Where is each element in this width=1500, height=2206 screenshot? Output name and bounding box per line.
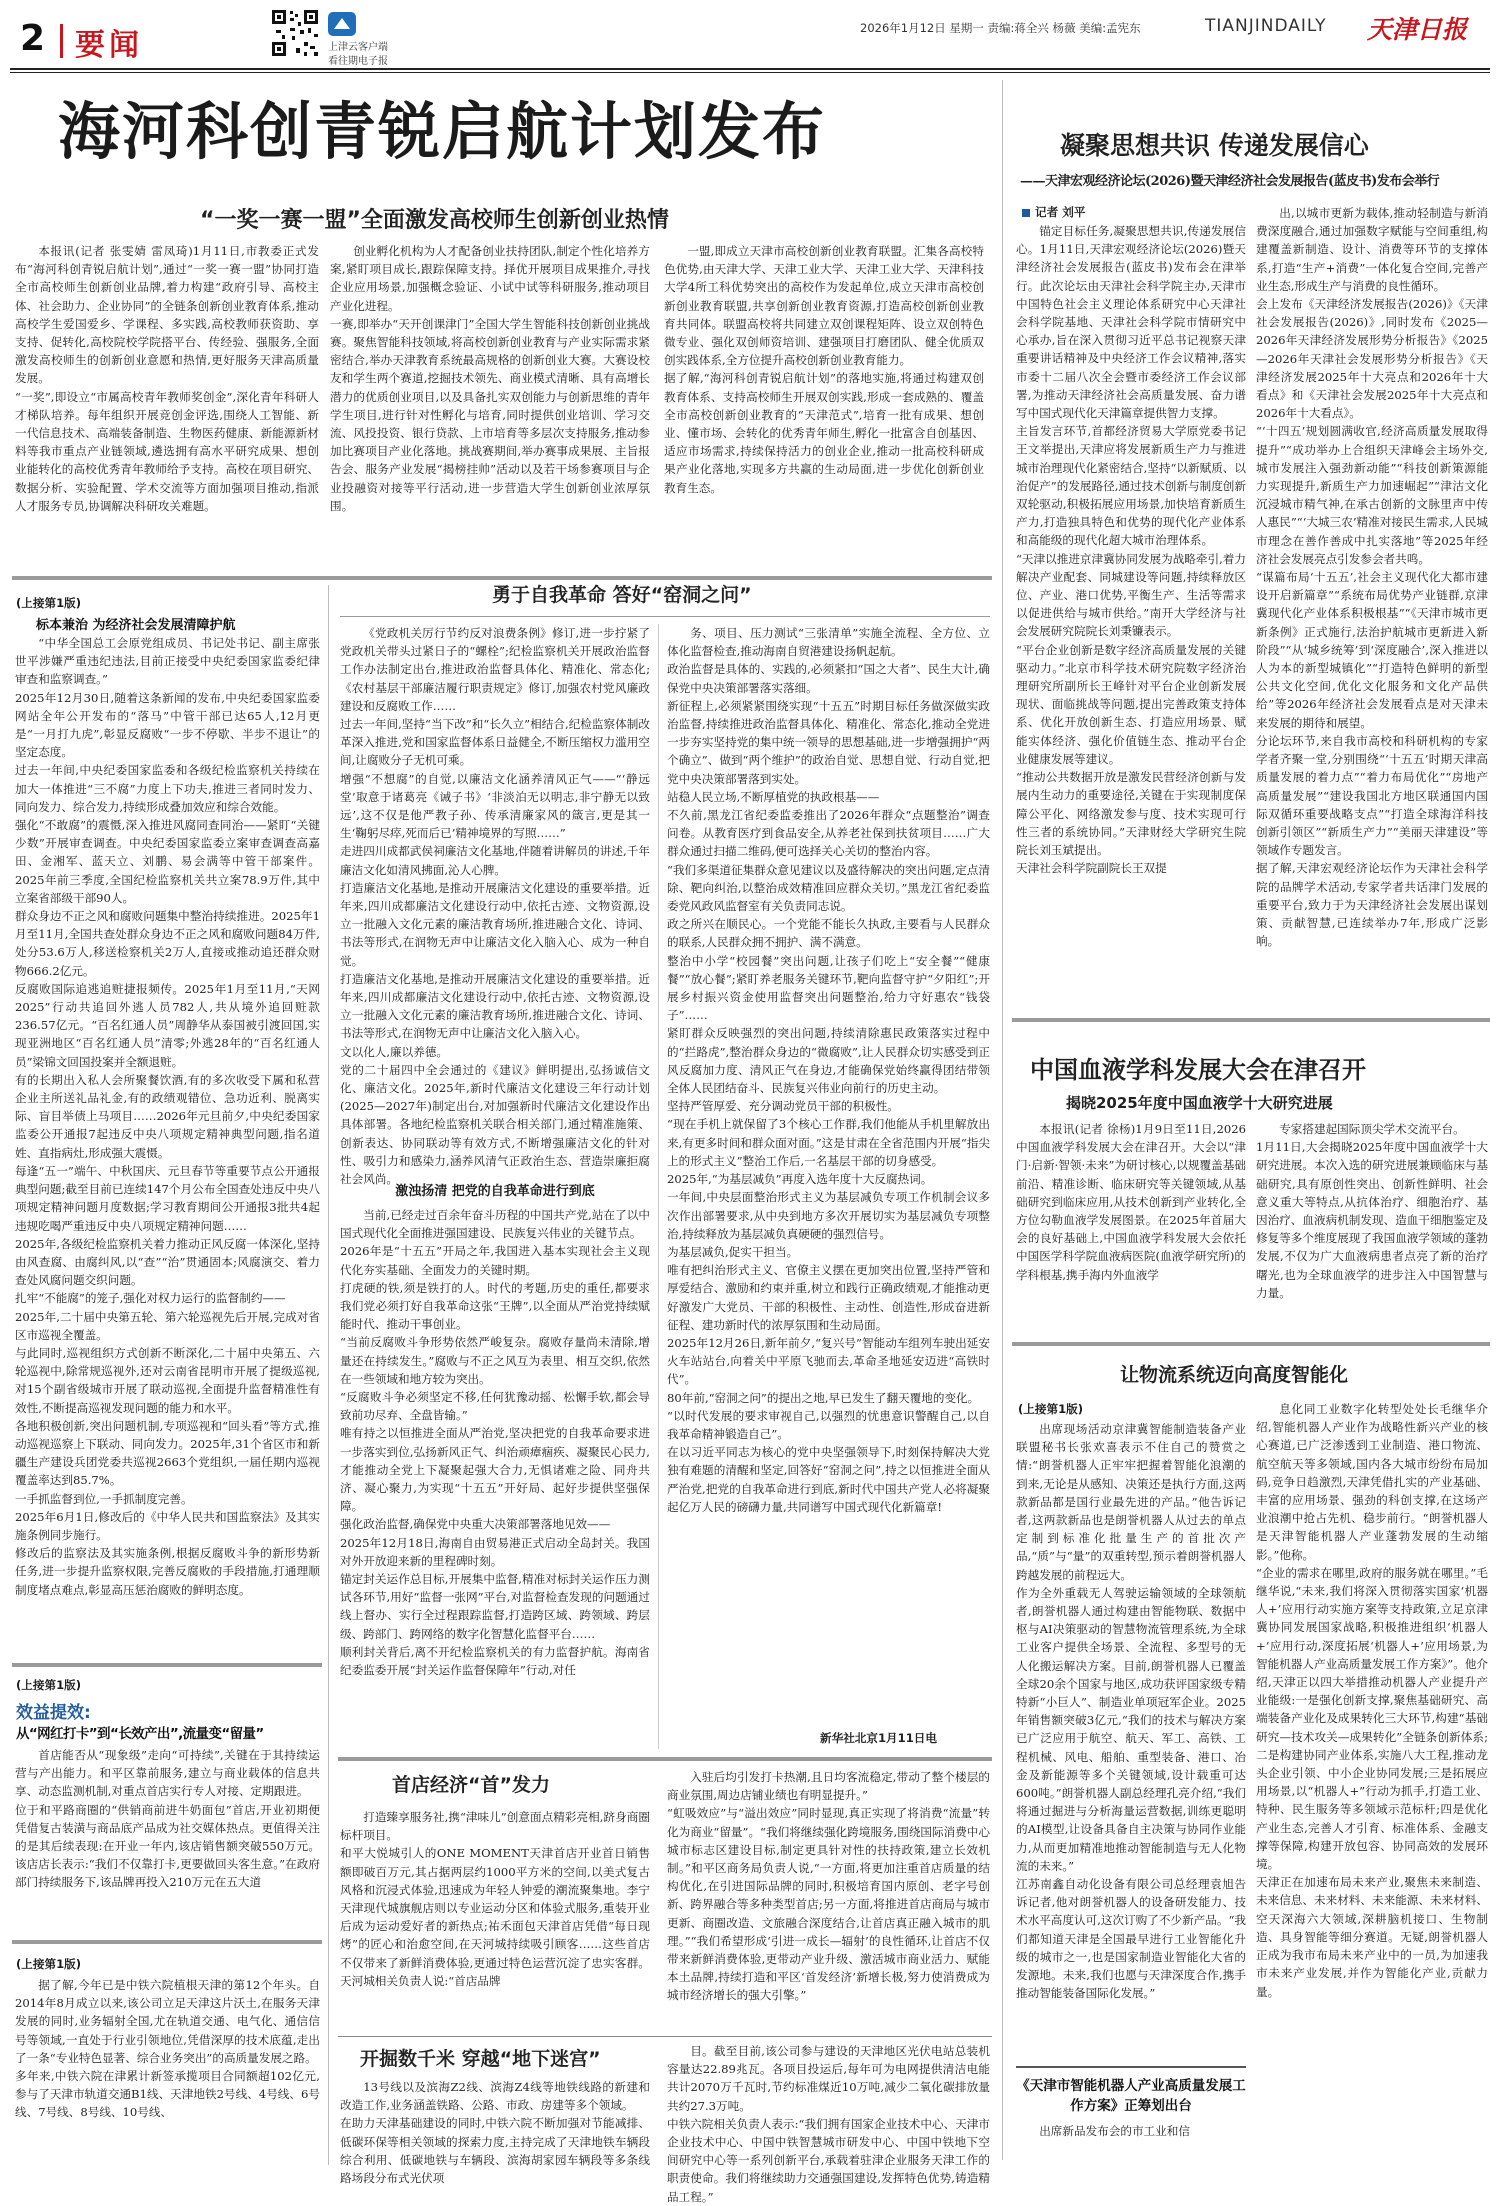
mid-article-subhead: 激浊扬清 把党的自我革命进行到底 (395, 1184, 595, 1199)
right-mid-col2: 专家搭建起国际顶尖学术交流平台。 1月11日,大会揭晓2025年度中国血液学十大研究进展。本次入选的研究进展兼顾临床与基础研究,具有原创性突出、创新性鲜明、社会意义重大等特点,从抗体治疗、细胞治疗、基因治疗、血液病机制发现、造血干细胞鉴定及修复等多个维度展现了我国血液学领域的蓬勃发展,不仅为广大血液病患者点亮了新的治疗曙光,也为全球血液学的进步注入中国智慧与力量。 (1256, 1122, 1488, 1300)
right-top-col1: 锚定目标任务,凝聚思想共识,传递发展信心。1月11日,天津宏观经济论坛(2026)暨天津经济社会发展报告(蓝皮书)发布会在津举行。此次论坛由天津社会科学院主办,天津市中国特色社会主义理论体系研究中心天津社会科学院基地、天津社会科学院市情研究中心承办,旨在深入贯彻习近平总书记视察天津重要讲话精神及中央经济工作会议精神,落实市委十二届八次全会暨市委经济工作会议部署,为推动天津经济社会高质量发展、奋力谱写中国式现代化天津篇章提供智力支撑。 主旨发言环节,首都经济贸易大学原党委书记王文举提出,天津应将发展新质生产力与推进城市治理现代化紧密结合,坚持“以新赋质、以治促产”的发展路径,通过技术创新与制度创新双轮驱动,积极拓展应用场景,加快培育新质生产力,打造独具特色和优势的现代化产业体系和高能级的现代化超大城市治理体系。 “天津以推进京津冀协同发展为战略牵引,着力解决产业配套、同城建设等问题,持续释放区位、产业、港口优势,平衡生产、生活等需求以促进供给与城市供给。”南开大学经济与社会发展研究院院长刘秉镰表示。 “平台企业创新是数字经济高质量发展的关键驱动力。”北京市科学技术研究院数字经济治理研究所副所长王峰针对平台企业创新发展现状、面临挑战等问题,提出完善政策支持体系、优化开放创新生态、打造应用场景、赋能实体经济、强化价值链生态、推动平台企业健康发展等建议。 “推动公共数据开放是激发民营经济创新与发展内生动力的重要途径,关键在于实现制度保障公平化、网络激发参与度、技术实现可行性三者的系统协同。”天津财经大学研究生院院长刘玉斌提出。 天津社会科学院副院长王双提 (1016, 224, 1246, 876)
mid-article-byline: 新华社北京1月11日电 (820, 1731, 937, 1745)
right-bottom-tag: (上接第1版) (1018, 1402, 1084, 1416)
right-top-subtitle: ——天津宏观经济论坛(2026)暨天津经济社会发展报告(蓝皮书)发布会举行 (1020, 174, 1440, 189)
lead-article-col2: 创业孵化机构为人才配备创业扶持团队,制定个性化培养方案,紧盯项目成长,跟踪保障支持。择优开展项目成果推介,寻找企业应用场景,加强概念验证、小试中试等科研服务,推动项目产业化进程。 一赛,即举办“天开创课津门”全国大学生智能科技创新创业挑战赛。聚焦智能科技领域,将高校创新创业教育与产业实际需求紧密结合,举办天津教育系统最高规格的创新创业大赛。大赛设校友和学生两个赛道,挖掘技术领先、商业模式清晰、具有高增长潜力的优质创业项目,以及具备扎实双创能力与创新思维的青年学生项目,进行针对性孵化与培育,同时提供创业培训、学习交流、风投投资、银行贷款、上市培育等多层次支持服务,推动参加比赛项目产业化落地。挑战赛期间,举办赛事成果展、主旨报告会、服务产业发展“揭榜挂帅”活动以及若干场参赛项目与企业投融资对接等平行活动,进一步营造大学生创新创业浓厚氛围。 (330, 244, 650, 513)
mid-title-rule (340, 616, 990, 617)
right-top-col2: 出,以城市更新为载体,推动轻制造与新消费深度融合,通过加强数字赋能与空间重组,构建覆盖新制造、设计、消费等环节的支撑体系,打造“生产+消费”一体化复合空间,完善产业生态,形成生产与消费的良性循环。 会上发布《天津经济发展报告(2026)》《天津社会发展报告(2026)》,同时发布《2025—2026年天津经济发展形势分析报告》《2025—2026年天津社会发展形势分析报告》《天津经济发展2025年十大亮点和2026年十大看点》和《天津社会发展2025年十大亮点和2026年十大看点》。 “‘十四五’规划圆满收官,经济高质量发展取得提升”“成功举办上合组织天津峰会主场外交,城市发展注入强劲新动能”“科技创新策源能力实现提升,新质生产力加速崛起”“津沽文化沉浸城市精气神,在承古创新的文脉里声中传人惠民”“‘大城三农’精准对接民生需求,人民城市理念在善作善成中扎实落地”等2025年经济社会发展亮点引发参会者共鸣。 “谋篇布局‘十五五’,社会主义现代化大都市建设开启新篇章”“系统布局优势产业链群,京津冀现代化产业体系积极根基”“《天津市城市更新条例》正式施行,法治护航城市更新进入新阶段”“从‘城乡统筹’到‘深度融合’,深入推进以人为本的新型城镇化”“打造特色鲜明的新型公共文化空间,优化文化服务和文化产品供给”等2026年经济社会发展看点是对天津未来发展的期待和展望。 分论坛环节,来自我市高校和科研机构的专家学者齐聚一堂,分别围绕“‘十五五’时期天津高质量发展的着力点”“着力布局优化”“房地产高质量发展”“建设我国北方地区联通国内国际双循环重要战略支点”“打造全球海洋科技创新引领区”“新质生产力”“美丽天津建设”等领域作专题发言。 据了解,天津宏观经济论坛作为天津社会科学院的品牌学术活动,专家学者共话津门发展的重要平台,致力于为天津经济社会发展出谋划策、贡献智慧,已连续举办7年,形成广泛影响。 (1256, 206, 1488, 949)
right-mid-bottom-rule (1012, 1342, 1490, 1346)
mid-bottom1-title: 首店经济“首”发力 (392, 1774, 550, 1796)
qr-caption-1: 上津云客户端 (328, 42, 388, 53)
left-col-rule (328, 585, 329, 2165)
right-bottom-title: 让物流系统迈向高度智能化 (1120, 1364, 1349, 1386)
header-rule-thin (10, 72, 1490, 73)
page-number: 2 (20, 18, 46, 59)
lead-subtitle: “一奖一赛一盟”全面激发高校师生创新创业热情 (200, 208, 669, 233)
right-mid-title: 中国血液学科发展大会在津召开 (1030, 1056, 1366, 1084)
mid-bottom1-col2: 入驻后均引发打卡热潮,且日均客流稳定,带动了整个楼层的商业氛围,周边店铺业绩也有明显提升。” “虹吸效应”与“溢出效应”同时显现,真正实现了将消费“流量”转化为商业“留量”。“我们将继续强化跨境服务,围绕国际消费中心城市标志区建设目标,制定更具针对性的扶持政策,建立长效机制。”和平区商务局负责人说,“一方面,将更加注重首店质量的结构优化,在引进国际品牌的同时,积极培育国内原创、老字号创新、跨界融合等多种类型首店;另一方面,将推进首店商局与城市更新、商圈改造、文旅融合深度结合,让首店真正融入城市的肌理。”“我们希望形成‘引进一成长—辐射’的良性循环,让首店不仅带来新鲜消费体验,更带动产业升级、激活城市商业活力、赋能本土品牌,持续打造和平区‘首发经济’新增长极,努力使消费成为城市经济增长的强大引擎。” (667, 1770, 990, 2003)
right-bottom-col2: 息化同工业数字化转型处处长毛继华介绍,智能机器人产业作为战略性新兴产业的核心赛道,已广泛渗透到工业制造、港口物流、航空航天等多领域,国内各大城市纷纷布局加码,竞争日趋激烈,天津凭借扎实的产业基础、丰富的应用场景、强劲的科创支撑,在这场产业浪潮中抢占先机、稳步前行。“朗誉机器人是天津智能机器人产业蓬勃发展的生动缩影。”他称。 “企业的需求在哪里,政府的服务就在哪里。”毛继华说,“未来,我们将深入贯彻落实国家‘机器人+’应用行动实施方案等支持政策,立足京津冀协同发展国家战略,积极推进组织‘机器人+’应用行动,深度拓展‘机器人+’应用场景,为智能机器人产业高质量发展工作方案》”。他介绍,天津正以四大举措推动机器人产业提升产业能级:一是强化创新支撑,聚焦基础研究、高端装备产业化及成果转化三大环节,构建“基础研究—技术攻关—成果转化”全链条创新体系;二是构建协同产业体系,实施八大工程,推动龙头企业引领、中小企业协同发展;三是拓展应用场景,以“机器人+”行动为抓手,打造工业、特种、民生服务等多领域示范标杆;四是优化产业生态,完善人才引育、标准体系、金融支撑等保障,构建开放包容、协同高效的发展环境。 天津正在加速布局未来产业,聚焦未来制造、未来信息、未来材料、未来能源、未来材料、空天深海六大领域,深耕脑机接口、生物制造、具身智能等细分赛道。无疑,朗誉机器人正成为我市布局未来产业中的一员,为加速我市未来产业发展,并作为智能化产业,贡献力量。 (1256, 1402, 1489, 1999)
paper-name-cn: 天津日报 (1367, 15, 1468, 44)
qr-code-icon[interactable] (270, 8, 320, 58)
bottom-note-title: 《天津市智能机器人产业高质量发展工作方案》正筹划出台 (1016, 2078, 1246, 2114)
bottom-note-text: 出席新品发布会的市工业和信 (1039, 2124, 1190, 2138)
mid-bottom2-col2: 目。截至目前,该公司参与建设的天津地区光伏电站总装机容量达22.89兆瓦。各项目投运后,每年可为电网提供清洁电能共计2070万千瓦时,节约标准煤近10万吨,减少二氧化碳排放量共约27.3万吨。 中铁六院相关负责人表示:“我们拥有国家企业技术中心、天津市企业技术中心、中国中铁智慧城市研发中心、中国中铁地下空间研究中心等一系列创新平台,承载着驻津企业服务天津工作的职责使命。我们将继续助力交通强国建设,发挥特色优势,铸造精品工程。” (667, 2044, 990, 2204)
lead-article-col3: 一盟,即成立天津市高校创新创业教育联盟。汇集各高校特色优势,由天津大学、天津工业大学、天津工业大学、天津科技大学4所工科优势突出的高校作为发起单位,成立天津市高校创新创业教育联盟,共享创新创业教育资源,打造高校创新创业教育共同体。联盟高校将共同建立双创课程矩阵、设立双创特色微专业、强化双创师资培训、建强项目打磨团队、健全优质双创实践体系,全方位提升高校创新创业教育能力。 据了解,“海河科创青锐启航计划”的落地实施,将通过构建双创教育体系、支持高校师生开展双创实践,形成一套成熟的、覆盖全市高校创新创业教育的“天津范式”,培育一批有成果、想创业、懂市场、会转化的优秀青年师生,孵化一批富含自创基因、适应市场需求,持续保持活力的创业企业,推动一批高校科研成果产业化落地,实现多方共赢的生动局面,进一步优化创新创业教育生态。 (664, 244, 984, 495)
left-bottom1-kicker: 效益提效: (16, 1703, 91, 1723)
reporter-byline: 记者 刘平 (1035, 205, 1086, 219)
header-rule (10, 68, 1490, 70)
right-column-rule (1002, 80, 1003, 2160)
left-bottom2-tag: (上接第1版) (16, 1957, 82, 1971)
bottom-note-box (1016, 2066, 1246, 2162)
qr-caption-2: 看往期电子报 (328, 56, 388, 67)
right-bottom-col1: 出席现场活动京津冀智能制造装备产业联盟秘书长张欢喜表示不住自己的赞赏之情:“朗誉机器人正牢牢把握着智能化浪潮的到来,无论是从感知、决策还是执行方面,这两款新品都是国行业最先进的产品。”他告诉记者,这两款新品也是朗誉机器人从过去的单点定制到标准化批量生产的首批次产品,“质”与“量”的双重转型,预示着朗誉机器人跨越发展的前程远大。 作为全外重载无人驾驶运输领域的全球领航者,朗誉机器人通过构建由智能物联、数据中枢与AI决策驱动的智慧物流管理系统,为全球工业客户提供全场景、全流程、多型号的无人化搬运解决方案。目前,朗誉机器人已覆盖全球20余个国家与地区,成功获评国家级专精特新“小巨人”、制造业单项冠军企业。2025年销售额突破3亿元,“我们的技术与解决方案已广泛应用于航空、航天、军工、高铁、工程机械、风电、船舶、重型装备、港口、冶金及新能源等多个关键领域,设计载重可达600吨。”朗誉机器人副总经理孔亮介绍,“我们将通过掘进与分析海量运营数据,训练更聪明的AI模型,让设备具备自主决策与协同作业能力,从而更加精准地推动智能制造与无人化物流的未来。” 江苏南鑫自动化设备有限公司总经理袁旭告诉记者,他对朗誉机器人的设备研发能力、技术水平高度认可,这次订购了不少新产品。“我们都知道天津是全国最早进行工业智能化升级的城市之一,也是国家制造业智能化大省的发源地。未来,我们也愿与天津深度合作,携手推动智能装备国际化发展。” (1016, 1422, 1246, 2001)
section-divider (60, 24, 63, 58)
mid-bottom2-col1: 13号线以及滨海Z2线、滨海Z4线等地铁线路的新建和改造工作,业务涵盖铁路、公路、市政、房建等多个领域。 在助力天津基础建设的同时,中铁六院不断加强对节能减排、低碳环保等相关领域的探索力度,主持完成了天津地铁车辆段综合利用、低碳地铁与车辆段、滨海胡家园车辆段等多条线路场段分布式光伏项 (340, 2080, 650, 2186)
mid-bottom1-col1: 打造臻享服务社,携“津味儿”创意面点精彩亮相,跻身商圈标杆项目。 和平大悦城引人的ONE MOMENT天津首店开业首日销售额即破百万元,其占据两层约1000平方米的空间,以美式复古风格和沉浸式体验,迅速成为年轻人钟爱的潮流聚集地。李宁天津现代城旗舰店则以专业运动分区和体验式服务,重装开业后成为运动爱好者的新热点;祐禾面包天津首店凭借“每日现烤”的匠心和治愈空间,在天河城持续吸引顾客……这些首店不仅带来了新鲜消费体验,更通过特色运营沉淀了忠实客群。天河城相关负责人说:“首店品牌 (340, 1810, 650, 1988)
masthead (0, 0, 1500, 70)
reporter-marker-icon (1022, 209, 1030, 217)
left-mid-bottom-rule (12, 1663, 322, 1667)
left-bottom2-text: 据了解,今年已是中铁六院植根天津的第12个年头。自2014年8月成立以来,该公司立足天津这片沃土,在服务天津发展的同时,业务辐射全国,尤在轨道交通、电气化、通信信号等领域,一直处于行业引领地位,凭借深厚的技术底蕴,走出了一条“专业特色显著、综合业务突出”的高质量发展之路。 多年来,中铁六院在津累计新签承揽项目合同额超102亿元,参与了天津市轨道交通B1线、天津地铁2号线、4号线、6号线、7号线、8号线、10号线、 (15, 1978, 320, 2120)
mid-article-col1: 《党政机关厉行节约反对浪费条例》修订,进一步拧紧了党政机关带头过紧日子的“螺栓”;纪检监察机关开展政治监督工作办法制定出台,推进政治监督具体化、精准化、常态化;《农村基层干部廉洁履行职责规定》修订,加强农村党风廉政建设和反腐败工作…… 过去一年间,坚持“当下改”和“长久立”相结合,纪检监察体制改革深入推进,党和国家监督体系日益健全,不断压缩权力滥用空间,让腐败分子无机可乘。 增强“不想腐”的自觉,以廉洁文化涵养清风正气——“‘静远堂’取意于诸葛亮《诫子书》‘非淡泊无以明志,非宁静无以致远’,这不仅是他严教子孙、传承清廉家风的箴言,更是其一生‘鞠躬尽瘁,死而后已’精神境界的写照……” 走进四川成都武侯祠廉洁文化基地,伴随着讲解员的讲述,千年廉洁文化如清风拂面,沁人心脾。 打造廉洁文化基地,是推动开展廉洁文化建设的重要举措。近年来,四川成都廉洁文化建设行动中,依托古迹、文物资源,设立一批融入文化元素的廉洁教育场所,推进融合文化、诗词、书法等形式,在润物无声中让廉洁文化入脑入心、成为一种自觉。 打造廉洁文化基地,是推动开展廉洁文化建设的重要举措。近年来,四川成都廉洁文化建设行动中,依托古迹、文物资源,设立一批融入文化元素的廉洁教育场所,推进融合文化、诗词、书法等形式,在润物无声中让廉洁文化入脑入心。 文以化人,廉以养德。 党的二十届四中全会通过的《建议》鲜明提出,弘扬诚信文化、廉洁文化。2025年,新时代廉洁文化建设三年行动计划(2025—2027年)制定出台,对加强新时代廉洁文化建设作出具体部署。各地纪检监察机关联合相关部门,通过精准施策、创新表达、协同联动等有效方式,不断增强廉洁文化的针对性、吸引力和感染力,涵养风清气正政治生态、营造崇廉拒腐社会风尚。 (340, 626, 650, 1187)
section-label: 要闻 (75, 28, 143, 63)
mid-article-bottom-rule (338, 1757, 992, 1761)
mid-bottom1-rule (338, 2036, 992, 2037)
left-mid-text: “中华全国总工会原党组成员、书记处书记、副主席张世平涉嫌严重违纪违法,目前正接受中央纪委国家监委纪律审查和监察调查。” 2025年12月30日,随着这条新闻的发布,中央纪委国家监委网站全年公开发布的“落马”中管干部已达65人,12月更是“一月打九虎”,彰显反腐败“一步不停歇、半步不退让”的坚定态度。 过去一年间,中央纪委国家监委和各级纪检监察机关持续在加大一体推进“三不腐”力度上下功夫,推进三者同时发力、同向发力、综合发力,持续形成叠加效应和综合效能。 强化“不敢腐”的震慑,深入推进风腐同查同治——紧盯“关键少数”开展审查调查。中央纪委国家监委立案审查调查高嘉田、金湘军、蓝天立、刘鹏、易会满等中管干部案件。2025年前三季度,全国纪检监察机关共立案78.9万件,其中立案省部级干部90人。 群众身边不正之风和腐败问题集中整治持续推进。2025年1月至11月,全国共查处群众身边不正之风和腐败问题84万件,处分53.6万人,移送检察机关2万人,直接或推动追还群众财物666.2亿元。 反腐败国际追逃追赃捷报频传。2025年1月至11月,“天网2025”行动共追回外逃人员782人,共从境外追回赃款236.57亿元。“百名红通人员”周静华从泰国被引渡回国,实现亚洲地区“百名红通人员”清零;外逃28年的“百名红通人员”梁锦文回国投案并全额退赃。 有的长期出入私人会所聚餐饮酒,有的多次收受下属和私营企业主所送礼品礼金,有的政绩观错位、急功近利、脱离实际、盲目举债上马项目……2026年元旦前夕,中央纪委国家监委公开通报7起违反中央八项规定精神典型问题,指名道姓、直指病灶,形成强大震慑。 每逢“五一”端午、中秋国庆、元旦春节等重要节点公开通报典型问题;截至目前已连续147个月公布全国查处违反中央八项规定精神问题月度数据;学习教育期间公开通报3批共4起违规吃喝严重违反中央八项规定精神问题…… 2025年,各级纪检监察机关着力推动正风反腐一体深化,坚持由风查腐、由腐纠风,以“查”“治”贯通固本;风腐演交、着力查处风腐问题交织问题。 扎牢“不能腐”的笼子,强化对权力运行的监督制约—— 2025年,二十届中央第五轮、第六轮巡视先后开展,完成对省区市巡视全覆盖。 与此同时,巡视组织方式创新不断深化,二十届中央第五、六轮巡视中,除常规巡视外,还对云南省昆明市开展了提级巡视,对15个副省级城市开展了联动巡视,全面提升监督精准性有效性,不断提高巡视发现问题的能力和水平。 各地积极创新,突出问题机制,专项巡视和“回头看”等方式,推动巡视巡察上下联动、同向发力。2025年,31个省区市和新疆生产建设兵团党委共巡视2663个党组织,一届任期内巡视覆盖率达到85.7%。 一手抓监督到位,一手抓制度完善。 2025年6月1日,修改后的《中华人民共和国监察法》及其实施条例同步施行。 修改后的监察法及其实施条例,根据反腐败斗争的新形势新任务,进一步提升监察权限,完善反腐败的手段措施,打通理顺制度堵点难点,彰显高压惩治腐败的鲜明态度。 (15, 636, 320, 1597)
date-line: 2026年1月12日 星期一 责编:蒋全兴 杨薇 美编:孟宪东 (860, 21, 1141, 35)
mid-article-col1b: 当前,已经走过百余年奋斗历程的中国共产党,站在了以中国式现代化全面推进强国建设、民族复兴伟业的关键节点。 2026年是“十五五”开局之年,我国进入基本实现社会主义现代化夯实基础、全面发力的关键时期。 打虎硬的铁,须是铁打的人。时代的考题,历史的重任,都要求我们党必须打好自我革命这张“王牌”,以全面从严治党持续赋能时代、推动干事创业。 “当前反腐败斗争形势依然严峻复杂。腐败存量尚未清除,增量还在持续发生。”腐败与不正之风互为表里、相互交织,依然在一些领域和地方较为突出。 “反腐败斗争必须坚定不移,任何犹豫动摇、松懈手软,都会导致前功尽弃、全盘皆输。” 唯有持之以恒推进全面从严治党,坚决把党的自我革命要求进一步落实到位,弘扬新风正气、纠治顽瘴痼疾、凝聚民心民力,才能推动全党上下凝聚起强大合力,无惧诸难之险、同舟共济、凝心聚力,为实现“十五五”开好局、起好步提供坚强保障。 强化政治监督,确保党中央重大决策部署落地见效—— 2025年12月18日,海南自由贸易港正式启动全岛封关。我国对外开放迎来新的里程碑时刻。 锚定封关运作总目标,开展集中监督,精准对标封关运作压力测试各环节,用好“监督一张网”平台,对监督检查发现的问题通过线上督办、实行全过程跟踪监督,打造跨区域、跨领域、跨层级、跨部门、跨网络的数字化智慧化监督平台…… 顺利封关背后,离不开纪检监察机关的有力监督护航。海南省纪委监委开展“封关运作监督保障年”行动,对任 (340, 1208, 650, 1678)
left-bottom1-headline: 从“网红打卡”到“长效产出”,流量变“留量” (16, 1726, 264, 1742)
mid-article-title: 勇于自我革命 答好“窑洞之问” (492, 584, 752, 606)
paper-name-en: TIANJINDAILY (1205, 16, 1327, 36)
lead-headline: 海河科创青锐启航计划发布 (58, 95, 827, 168)
left-mid-headline: 标本兼治 为经济社会发展清障护航 (36, 618, 236, 633)
mid-col-rule (658, 624, 659, 1749)
mid-article-col2: 务、项目、压力测试“三张清单”实施全流程、全方位、立体化监督检查,推动海南自贸港建设扬帆起航。 政治监督是具体的、实践的,必须紧扣“国之大者”、民生大计,确保党中央决策部署落实落细。 新征程上,必须紧紧围绕实现“十五五”时期目标任务做深做实政治监督,持续推进政治监督具体化、精准化、常态化,推动全党进一步夯实坚持党的集中统一领导的思想基础,进一步增强拥护“两个确立”、做到“两个维护”的政治自觉、思想自觉、行动自觉,把党中央决策部署落到实处。 站稳人民立场,不断厚植党的执政根基—— 不久前,黑龙江省纪委监委推出了2026年群众“点题整治”调查问卷。从教育医疗到食品安全,从养老社保到扶贫项目……广大群众通过扫描二维码,便可选择关心关切的整治内容。 “我们多渠道征集群众意见建议以及盛待解决的突出问题,定点清除、靶向纠治,以整治成效精准回应群众关切。”黑龙江省纪委监委党风政风监督室有关负责同志说。 政之所兴在顺民心。一个党能不能长久执政,主要看与人民群众的联系,人民群众拥不拥护、满不满意。 整治中小学“校园餐”突出问题,让孩子们吃上“安全餐”“健康餐”“放心餐”;紧盯养老服务关键环节,靶向监督守护“夕阳红”;开展乡村振兴资金使用监督突出问题整治,给力守好惠农“钱袋子”…… 紧盯群众反映强烈的突出问题,持续清除惠民政策落实过程中的“拦路虎”,整治群众身边的“微腐败”,让人民群众切实感受到正风反腐加力度、清风正气在身边,才能确保党始终赢得团结带领全体人民团结奋斗、民族复兴伟业向前行的历史主动。 坚持严管厚爱、充分调动党员干部的积极性。 “现在手机上就保留了3个核心工作群,我们他能从手机里解放出来,有更多时间和群众面对面。”这是甘肃在全省范围内开展“指尖上的形式主义”整治工作后,一名基层干部的切身感受。 2025年,“为基层减负”再度入选年度十大反腐热词。 一年间,中央层面整治形式主义为基层减负专项工作机制会议多次作出部署要求,从中央到地方多次开展切实为基层减负专项整治,持续释放为基层减负真硬硬的强烈信号。 为基层减负,促实干担当。 唯有把纠治形式主义、官僚主义摆在更加突出位置,坚持严管和厚爱结合、激励和约束并重,树立和践行正确政绩观,才能推动更好激发广大党员、干部的积极性、主动性、创造性,形成奋进新征程、建功新时代的浓厚氛围和生动局面。 2025年12月26日,新年前夕,“复兴号”智能动车组列车驶出延安火车站站台,向着关中平原飞驰而去,革命圣地延安迈进“高铁时代”。 80年前,“窑洞之问”的提出之地,早已发生了翻天覆地的变化。 “以时代发展的要求审视自己,以强烈的忧患意识警醒自己,以自我革命精神锻造自己”。 在以习近平同志为核心的党中央坚强领导下,时刻保持解决大党独有难题的清醒和坚定,回答好“窑洞之问”,持之以恒推进全面从严治党,把党的自我革命进行到底,新时代中国共产党人必将凝聚起亿万人民的磅礴力量,共同谱写中国式现代化新篇章! (667, 626, 990, 1514)
jinyun-logo-icon (328, 12, 356, 36)
left-mid-tag: (上接第1版) (16, 596, 82, 610)
right-top-bottom-rule (1012, 1018, 1490, 1022)
left-bottom1-tag: (上接第1版) (16, 1678, 82, 1692)
right-mid-subtitle: 揭晓2025年度中国血液学十大研究进展 (1066, 1094, 1333, 1112)
right-mid-col1: 本报讯(记者 徐杨)1月9日至11日,2026中国血液学科发展大会在津召开。大会以“津门·启新·智领·未来”为研讨核心,以规覆盖基础前沿、精准诊断、临床研究等关键领域,从基础研究到临床应用,从技术创新到产业转化,全方位勾勒血液学发展图景。在2025年首届大会的良好基础上,中国血液学科发展大会依托中国医学科学院血液病医院(血液学研究所)的学科根基,携手海内外血液学 (1016, 1122, 1246, 1282)
left-bottom1-rule (12, 1940, 322, 1944)
right-top-title: 凝聚思想共识 传递发展信心 (1060, 131, 1369, 160)
mid-bottom2-title: 开掘数千米 穿越“地下迷宫” (360, 2048, 601, 2070)
left-bottom1-text: 首店能否从“现象级”走向“可持续”,关键在于其持续运营与产出能力。和平区靠前服务,建立与商业载体的信息共享、动态监测机制,对重点首店实行专人对接、定期跟进。 位于和平路商圈的“供销商前进牛奶面包”首店,开业初期便凭借复古装潢与商品底产品成为社交媒体热点。更值得关注的是其后续表现:在开业一年内,该店销售额突破550万元。该店店长表示:“我们不仅靠打卡,更要做回头客生意。”在政府部门持续服务下,该品牌再投入210万元在五大道 (15, 1748, 320, 1890)
lead-article-col1: 本报讯(记者 张雯婧 雷凤琦)1月11日,市教委正式发布“海河科创青锐启航计划”,通过“一奖一赛一盟”协同打造全市高校师生创新创业品牌,着力构建“政府引导、高校主体、社会助力、企业协同”的全链条创新创业教育体系,推动高校学生爱国爱乡、学课程、多实践,高校教师获资助、享支持、促转化,高校院校学院搭平台、传经验、强服务,全面激发高校师生的创新创业意愿和热情,更好服务天津高质量发展。 “一奖”,即设立“市属高校青年教师奖创金”,深化青年科研人才梯队培养。每年组织开展竞创金评选,围绕人工智能、新一代信息技术、高端装备制造、生物医药健康、新能源新材料等我市重点产业链领域,遴选拥有高水平研究成果、想创业能转化的高校优秀青年教师给予支持。高校在项目研究、数据分析、实验配置、学术交流等方面加强项目推动,指派人才服务专员,协调解决科研攻关难题。 (15, 244, 319, 513)
